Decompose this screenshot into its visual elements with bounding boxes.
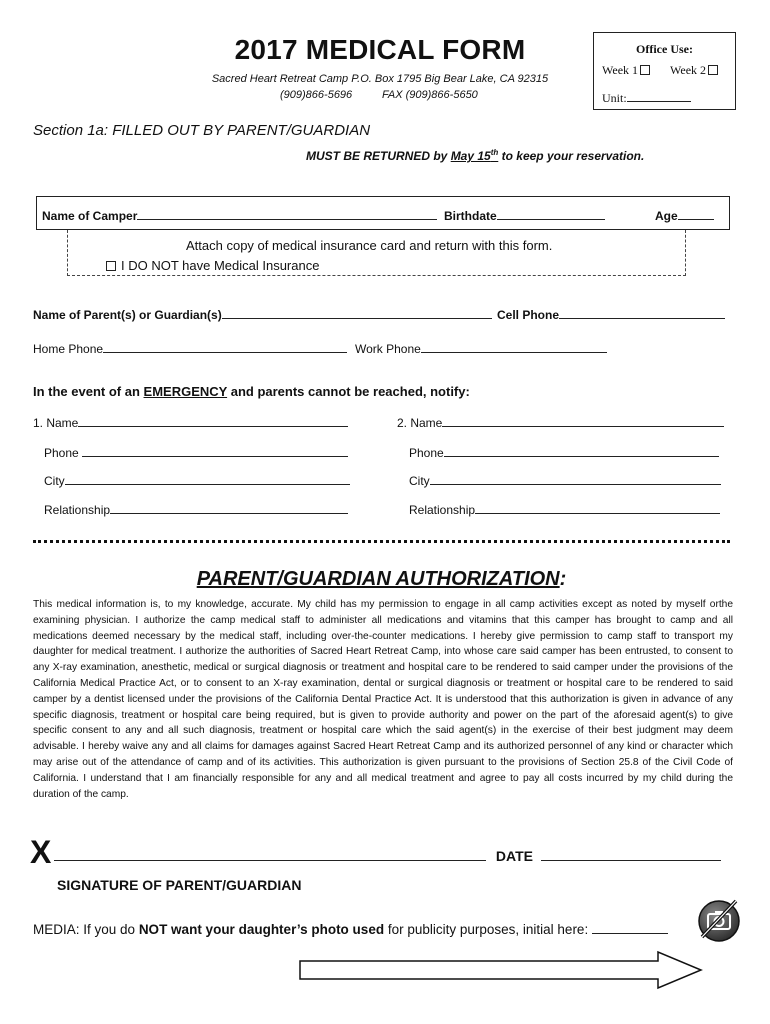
- contact1-city-line[interactable]: [65, 473, 350, 485]
- signature-label: SIGNATURE OF PARENT/GUARDIAN: [57, 877, 302, 893]
- date-line[interactable]: [541, 846, 721, 861]
- week2-option[interactable]: Week 2: [670, 63, 718, 78]
- signature-x-mark: X: [30, 834, 52, 870]
- unit-line[interactable]: [627, 90, 691, 102]
- work-phone-line[interactable]: [421, 341, 607, 353]
- section-title: Section 1a: FILLED OUT BY PARENT/GUARDIAN: [33, 122, 371, 139]
- contact1-name-field[interactable]: 1. Name: [33, 415, 348, 430]
- camper-info-box: [36, 196, 730, 230]
- cell-phone-field[interactable]: Cell Phone: [497, 307, 725, 322]
- camp-phone: (909)866-5696: [280, 89, 353, 101]
- no-insurance-checkbox[interactable]: [106, 261, 116, 271]
- week1-option[interactable]: Week 1: [602, 63, 650, 78]
- insurance-instruction: Attach copy of medical insurance card and return with this form.: [186, 238, 553, 253]
- media-consent[interactable]: MEDIA: If you do NOT want your daughter’s photo used for publicity purposes, initial here:: [33, 920, 668, 937]
- parent-name-line[interactable]: [222, 307, 492, 319]
- unit-field[interactable]: Unit:: [602, 90, 691, 106]
- birthdate-line[interactable]: [497, 208, 605, 220]
- signature-field[interactable]: DATE: [54, 846, 721, 864]
- contact1-relationship-field[interactable]: Relationship: [44, 502, 348, 517]
- camp-address: Sacred Heart Retreat Camp P.O. Box 1795 Big Bear Lake, CA 92315: [211, 73, 549, 85]
- no-camera-icon: [696, 897, 742, 943]
- camper-name-field[interactable]: Name of Camper: [42, 208, 437, 223]
- contact2-phone-field[interactable]: Phone: [409, 445, 719, 460]
- emergency-heading: In the event of an EMERGENCY and parents cannot be reached, notify:: [33, 384, 470, 399]
- contact2-phone-line[interactable]: [444, 445, 719, 457]
- week1-checkbox[interactable]: [640, 65, 650, 75]
- contact1-phone-line[interactable]: [82, 445, 348, 457]
- home-phone-field[interactable]: Home Phone: [33, 341, 347, 356]
- contact2-name-line[interactable]: [442, 415, 724, 427]
- age-field[interactable]: Age: [655, 208, 714, 223]
- contact1-relationship-line[interactable]: [110, 502, 348, 514]
- contact2-city-field[interactable]: City: [409, 473, 721, 488]
- return-deadline: MUST BE RETURNED by May 15th to keep your reservation.: [306, 148, 645, 163]
- office-use-box: [593, 32, 736, 110]
- parent-name-field[interactable]: Name of Parent(s) or Guardian(s): [33, 307, 492, 322]
- contact1-name-line[interactable]: [78, 415, 348, 427]
- authorization-text: This medical information is, to my knowledge, accurate. My child has my permission to engage in all camp activities except as noted by myself orthe examining physician. I authorize the camp medical staff to administer all medications and vitamins that this camper has brought to camp and all medications deemed necessary by the medical staff, including over-the-counter medications. I hereby give permission to camp staff to transport my daughter for medical treatment. I authorize the authorities of Sacred Heart Retreat Camp, into whose care said camper has been entrusted, to consent to any X-ray examination, anesthetic, medical or surgical diagnosis or treatment and hospital care to be rendered to said camper under the provisions of the California Medical Practice Act, or to consent to an X-ray examination, dental or surgical diagnosis or treatment or hospital care to be rendered to said camper by a dentist licensed under the provisions of the California Dental Practice Act. It is understood that this authorization is given in advance of any specific diagnosis, treatment or hospital care being required, but is given to provide authority and power on the part of the aforesaid agent(s) to give specific consent to any and all such diagnosis, treatment or hospital care which the said agent(s) in the exercise of their best judgment may deem advisable. I hereby waive any and all claims for damages against Sacred Heart Retreat Camp and its authorized personnel of any kind or character which may arise out of the attendance of camp and of its activities. This authorization is given pursuant to the provisions of Section 25.8 of the Civil Code of California. I understand that I am financially responsible for any and all medical treatment and agree to pay all costs incurred by my child during the duration of the camp.: [33, 599, 733, 800]
- contact2-relationship-field[interactable]: Relationship: [409, 502, 720, 517]
- deadline-date: May 15th: [450, 148, 499, 163]
- contact1-city-field[interactable]: City: [44, 473, 350, 488]
- work-phone-field[interactable]: Work Phone: [355, 341, 607, 356]
- contact2-city-line[interactable]: [430, 473, 721, 485]
- authorization-title: PARENT/GUARDIAN AUTHORIZATION:: [196, 568, 567, 590]
- no-insurance-option[interactable]: I DO NOT have Medical Insurance: [106, 258, 319, 273]
- age-line[interactable]: [678, 208, 714, 220]
- signature-line[interactable]: [54, 846, 486, 861]
- contact2-relationship-line[interactable]: [475, 502, 720, 514]
- birthdate-field[interactable]: Birthdate: [444, 208, 605, 223]
- contact2-name-field[interactable]: 2. Name: [397, 415, 724, 430]
- contact1-phone-field[interactable]: Phone: [44, 445, 348, 460]
- camper-name-line[interactable]: [137, 208, 437, 220]
- media-initial-line[interactable]: [592, 920, 668, 934]
- camp-fax: FAX (909)866-5650: [382, 89, 478, 101]
- week2-checkbox[interactable]: [708, 65, 718, 75]
- cell-phone-line[interactable]: [559, 307, 725, 319]
- home-phone-line[interactable]: [103, 341, 347, 353]
- form-title: 2017 MEDICAL FORM: [234, 34, 526, 65]
- office-use-heading: Office Use:: [636, 42, 693, 56]
- section-separator: [33, 540, 730, 543]
- insurance-box: [67, 230, 686, 276]
- right-arrow-icon: [298, 950, 704, 990]
- emergency-keyword: EMERGENCY: [143, 384, 228, 399]
